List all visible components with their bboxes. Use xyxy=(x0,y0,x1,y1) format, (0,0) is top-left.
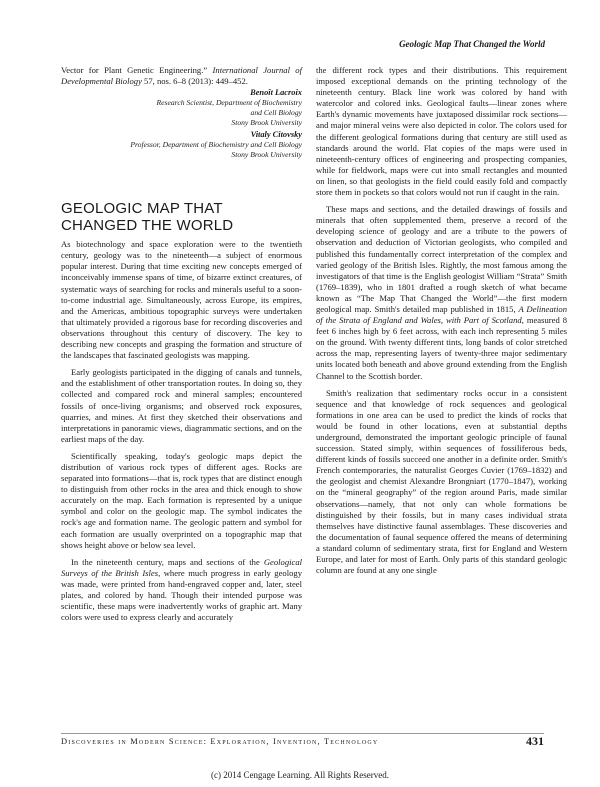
section-title-line: GEOLOGIC MAP THAT xyxy=(61,200,223,218)
map-title: A Delineation of the Strata of England and Wales, with Part of Scotland xyxy=(316,303,567,326)
signature-block xyxy=(61,129,302,160)
body-paragraph: Smith's realization that sedimentary rocks occur in a consistent sequence and that knowledge of rock sequences and geological formations in one area can be used to predict the kinds of rocks that would be found in other locations, even at substantial depths underground, demonstrated the important geologic principle of faunal succession. Stated simply, within sequences of fossiliferous beds, different kinds of fossils succeed one another in a definite order. Smith's French contemporaries, the naturalist Georges Cuvier (1769–1832) and the geologist and chemist Alexandre Brongniart (1770–1847), working on the “mineral geography” of the region around Paris, made similar observations—namely, that not only can whole formations be distinguished by their fossils, but in many cases individual strata themselves have distinctive faunal assemblages. These discoveries and the documentation of faunal sequence offered the means of determining a standard column of sedimentary strata, first for England and Western Europe, and later for most of Earth. Only parts of this standard geologic column are found at any one single xyxy=(316,387,567,576)
reference-suffix: 57, nos. 6–8 (2013): 449–452. xyxy=(141,76,248,87)
page-number: 431 xyxy=(526,734,544,748)
body-paragraph xyxy=(316,204,567,382)
author-affiliation: Stony Brook University xyxy=(231,118,302,128)
reference-text: Vector for Plant Genetic Engineering.” xyxy=(61,65,213,75)
author-title: Professor, Department of Biochemistry and Cell Biology xyxy=(130,140,302,150)
section-title-line: CHANGED THE WORLD xyxy=(61,217,234,235)
paragraph-text: , where much progress in early geology was made, were printed from hand-engraved copper and, later, steel plates, and colored by hand. Though their intended purpose was scientific, these maps were inadvertently works of graphic art. Many colors were used to express clearly and accurately xyxy=(61,567,302,623)
paragraph-text: In the nineteenth century, maps and sections of the xyxy=(71,556,264,567)
author-name: Benoît Lacroix xyxy=(250,88,302,98)
right-column xyxy=(316,65,567,576)
copyright-notice: (c) 2014 Cengage Learning. All Rights Reserved. xyxy=(211,770,389,780)
running-head: Geologic Map That Changed the World xyxy=(399,39,545,49)
section-title xyxy=(61,200,302,234)
body-paragraph xyxy=(61,557,302,624)
reference-journal: International Journal of Developmental Biology xyxy=(61,65,302,87)
footer-divider xyxy=(61,733,544,734)
body-paragraph: Scientifically speaking, today's geologic maps depict the distribution of various rock types of different ages. Rocks are separated into formations—that is, rock types that are distinct enough to distinguish from other rocks in the area and thick enough to show accurately on the map. Each formation is represented by a unique symbol and color on the geologic map. The symbol indicates the rock's age and formation name. The geologic pattern and symbol for each formation are usually overprinted on a topographic map that shows height above or below sea level. xyxy=(61,450,302,550)
paragraph-text: , measured 8 feet 6 inches high by 6 feet across, with each inch representing 5 miles on the ground. With twenty different tints, long bands of color stretched across the map, representing layers of twenty-three major sedimentary units located both beneath and above ground extending from the English Channel to the Scottish border. xyxy=(316,315,567,381)
left-column xyxy=(61,65,302,623)
footer-series-title: Discoveries in Modern Science: Exploration, Invention, Technology xyxy=(61,737,379,746)
author-title: and Cell Biology xyxy=(250,108,302,118)
author-affiliation: Stony Brook University xyxy=(231,150,302,160)
body-paragraph: Early geologists participated in the digging of canals and tunnels, and the establishment of other transportation routes. In doing so, they collected and compared rock and mineral samples; encountered fossils of once-living organisms; and observed rock exposures, quarries, and mines. At first they sketched their observations and interpretations in panoramic views, diagrammatic sections, and on the earliest maps of the day. xyxy=(61,367,302,444)
author-title: Research Scientist, Department of Biochemistry xyxy=(156,98,302,108)
author-name: Vitaly Citovsky xyxy=(250,130,302,140)
paragraph-text: These maps and sections, and the detailed drawings of fossils and minerals that often supplemented them, preserve a record of the developing science of geology and are a tribute to the powers of observation and deduction of Victorian geologists, who compiled and published this fundamentally correct interpretation of the complex and varied geology of the British Isles. Rightly, the most famous among the investigators of that time is the English geologist William “Strata” Smith (1769–1839), who in 1801 drafted a rough sketch of what became known as “The Map That Changed the World”—the first modern geological map. Smith's detailed map published in 1815, xyxy=(316,204,567,314)
reference-citation xyxy=(61,65,302,87)
body-paragraph: As biotechnology and space exploration were to the twentieth century, geology was to the nineteenth—a subject of enormous popular interest. During that time exciting new concepts emerged of inconceivably immense spans of time, of bizarre extinct creatures, of systematic ways of searching for rocks and minerals useful to a soon-to-come industrial age. Simultaneously, across Europe, its empires, and the Americas, ambitious topographic surveys were undertaken that ultimately provided a rigorous base for recording discoveries and observations throughout this century of discovery. The key to describing new concepts and grasping the formation and structure of the landscapes that fascinated geologists was mapping. xyxy=(61,239,302,361)
publication-title: Geological Surveys of the British Isles xyxy=(61,556,302,578)
signature-block xyxy=(61,87,302,128)
body-paragraph: the different rock types and their distributions. This requirement imposed exceptional demands on the printing technology of the nineteenth century. Black line work was colored by hand with watercolor and colored inks. Geological faults—linear zones where Earth's dynamic movements have juxtaposed dissimilar rock sections—and major mineral veins were also depicted in color. The colors used for the different geological formations during that century are still used as standards around the world. Flat copies of the maps were used in nineteenth-century offices of engineering and prospecting companies, while for fieldwork, maps were cut into small rectangles and mounted on linen, so that geologists in the field could easily fold and compactly store them in pockets so that colors would not run if caught in the rain. xyxy=(316,65,567,198)
